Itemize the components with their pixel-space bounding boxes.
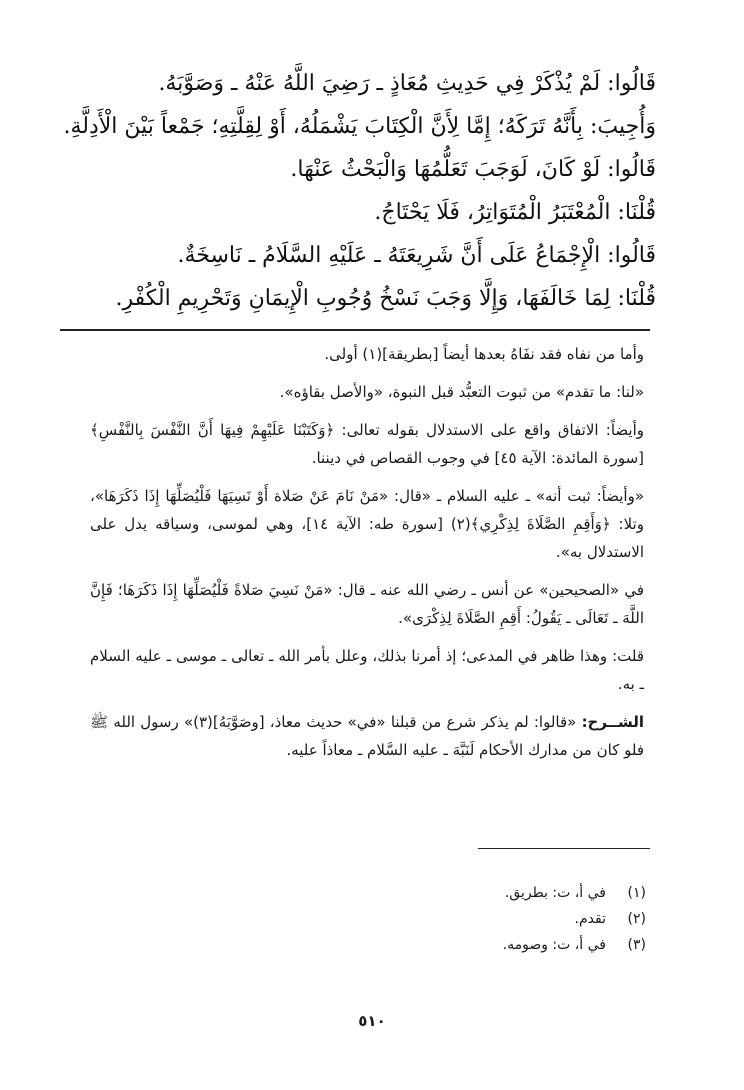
footnote-divider [478,848,650,849]
footnote-number: (٣) [627,937,646,953]
sharh-text: «قالوا: لم يذكر شرع من قبلنا «في» حديث معاذ، [وصَوَّبَهُ](٣)» رسول الله ﷺ فلو كان من مدارك الأحكام لَنَبَّهَ ـ عليه السَّلام ـ معاذاً عليه. [90,713,644,759]
footnote-item [346,880,646,906]
verse-line: قَالُوا: لَمْ يُذْكَرْ فِي حَدِيثِ مُعَاذٍ ـ رَضِيَ اللَّهُ عَنْهُ ـ وَصَوَّبَهُ. [158,71,656,96]
commentary-paragraph: «وأيضاً: ثبت أنه» ـ عليه السلام ـ «قال: «مَنْ نَامَ عَنْ صَلاة أَوْ نَسِيَهَا فَلْيُصَلِّهَا إِذَا ذَكَرَهَا»، وتلا: ﴿وَأَقِمِ الصَّلَاةَ لِذِكْرِي﴾(٢) [سورة طه: الآية ١٤]، وهي لموسى، وسياقه يدل على الاستدلال به». [90,487,644,561]
verse-line: وَأُجِيبَ: بِأَنَّهُ تَرَكَهُ؛ إِمَّا لِأَنَّ الْكِتَابَ يَشْمَلُهُ، أَوْ لِقِلَّتِهِ؛ جَمْعاً بَيْنَ الْأَدِلَّةِ. [63,114,656,139]
commentary-paragraph: في «الصحيحين» عن أنس ـ رضي الله عنه ـ قال: «مَنْ نَسِيَ صَلاةً فَلْيُصَلِّهَا إِذَا ذَكَرَهَا؛ فَإِنَّ اللَّهَ ـ تَعَالَى ـ يَقُولُ: أَقِمِ الصَّلَاةَ لِذِكْرَى». [90,581,644,627]
verse-line: قَالُوا: لَوْ كَانَ، لَوَجَبَ تَعَلُّمُهَا وَالْبَحْثُ عَنْهَا. [290,157,656,182]
footnote-item [346,932,646,958]
verse-block [63,62,656,320]
footnote-number: (٢) [627,911,646,927]
sharh-paragraph [90,708,652,764]
footnotes [346,880,646,958]
footnote-number: (١) [627,885,646,901]
commentary-paragraph: قلت: وهذا ظاهر في المدعى؛ إذ أمرنا بذلك، وعلل بأمر الله ـ تعالى ـ موسى ـ عليه السلام ـ به. [90,647,644,693]
commentary-paragraph: «لنا: ما تقدم» من ثبوت التعبُّد قبل النبوة، «والأصل بقاؤه». [279,383,644,401]
verse-line: قُلْنَا: لِمَا خَالَفَهَا، وَإِلَّا وَجَبَ نَسْخُ وُجُوبِ الْإِيمَانِ وَتَحْرِيمِ الْكُفْرِ. [115,286,656,311]
commentary-paragraph: وأيضاً: الاتفاق واقع على الاستدلال بقوله تعالى: ﴿وَكَتَبْنَا عَلَيْهِمْ فِيهَا أَنَّ النَّفْسَ بِالنَّفْسِ﴾ [سورة المائدة: الآية ٤٥] في وجوب القصاص في ديننا. [90,421,644,467]
page-number: ٥١٠ [358,1012,386,1030]
footnote-text: تقدم. [574,911,606,927]
footnote-text: في أ، ت: بطريق. [504,885,606,901]
footnote-item [346,906,646,932]
sharh-label: الشــرح: [581,713,644,731]
verse-line: قُلْنَا: الْمُعْتَبَرُ الْمُتَوَاتِرُ، فَلَا يَحْتَاجُ. [374,200,656,225]
commentary-block [90,340,652,774]
verse-line: قَالُوا: الْإِجْمَاعُ عَلَى أَنَّ شَرِيعَتَهُ ـ عَلَيْهِ السَّلَامُ ـ نَاسِخَةٌ. [177,243,656,268]
footnote-text: في أ، ت: وصومه. [502,937,606,953]
section-divider [60,329,650,331]
commentary-paragraph: وأما من نفاه فقد نفَاهُ بعدها أيضاً [بطريقة](١) أولى. [324,345,644,363]
